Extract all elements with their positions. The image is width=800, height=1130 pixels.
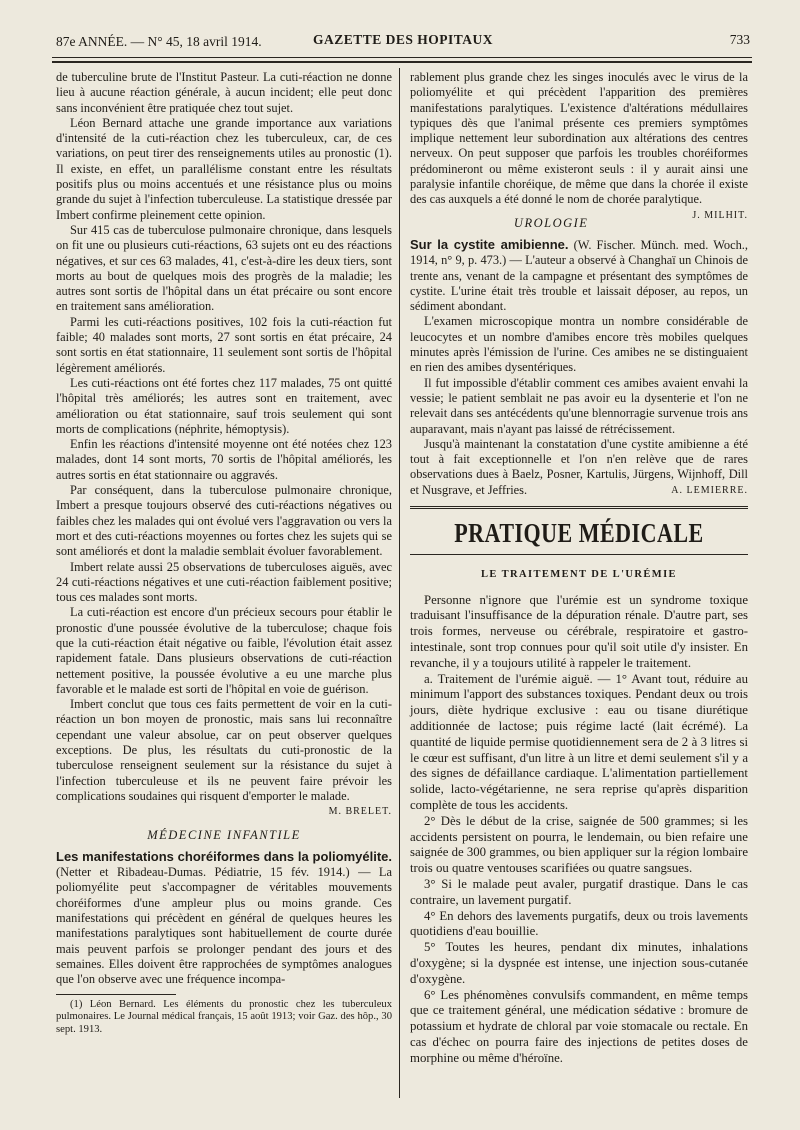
paragraph: Les cuti-réactions ont été fortes chez 117 malades, 75 ont quitté l'hôpital très améliorés; les autres sont en traitement, avec amélioration ou état stationnaire, sauf trois seulement qui sont morts de complications (néphrite, hémoptysis).: [56, 375, 392, 436]
paragraph: 4° En dehors des lavements purgatifs, deux ou trois lavements quotidiens d'eau bouillie.: [410, 908, 748, 939]
right-column: [410, 70, 748, 1067]
page-number: 733: [729, 32, 750, 47]
paragraph: a. Traitement de l'urémie aiguë. — 1° Avant tout, réduire au minimum l'apport des substances toxiques. Pendant deux ou trois jours, diète hydrique exclusive : eau ou tisane diurétique additionnée de lactose; puis régime lacté (lait écrémé). La quantité de liquide permise quotidiennement sera de 2 à 3 litres si le cœur est suffisant, d'un litre à un litre et demi seulement s'il y a des signes de défaillance cardiaque. L'alimentation partiellement solide, lacto-végétarienne, ne sera reprise qu'après disparition complète de tous les accidents.: [410, 671, 748, 812]
paragraph: Imbert relate aussi 25 observations de tuberculoses aiguës, avec 24 cuti-réactions négatives et une cuti-réaction faiblement positive; tous ces malades sont morts.: [56, 559, 392, 605]
paragraph: Parmi les cuti-réactions positives, 102 fois la cuti-réaction fut faible; 40 malades sont morts, 27 sont sortis en état précaire, 24 sont sortis en état stationnaire, 11 seulement sont sortis de l'hôpital légèrement améliorés.: [56, 314, 392, 375]
article-body: (Netter et Ribadeau-Dumas. Pédiatrie, 15 fév. 1914.) — La poliomyélite peut s'accompagner de véritables mouvements choréiformes d'une ampleur plus ou moins grande. Ces manifestations qui précèdent en général de quelques heures les manifestations paralytiques sont habituellement de courte durée mais peuvent parfois se prolonger pendant des jours et des semaines. Elles doivent être rapprochées de symptômes analogues que l'on observe avec une fréquence incompa-: [56, 865, 392, 987]
banner-heading: PRATIQUE MÉDICALE: [454, 516, 704, 549]
article-title: Sur la cystite amibienne.: [410, 236, 569, 252]
left-column: [56, 70, 392, 1036]
journal-title: GAZETTE DES HOPITAUX: [312, 32, 494, 47]
article-body: (W. Fischer. Münch. med. Woch., 1914, n° 9, p. 473.) — L'auteur a observé à Changhaï un Chinois de trente ans, venant de la campagne et présentant des symptômes de cystite. L'urine était très trouble et laissait déposer, au repos, un sédiment abondant.: [410, 237, 748, 314]
section-heading: UROLOGIE: [513, 215, 589, 230]
paragraph: Sur 415 cas de tuberculose pulmonaire chronique, dans lesquels on fit une ou plusieurs cuti-réactions, 63 sujets ont eu des réactions négatives, et sur ces 63 malades, 41, c'est-à-dire les deux tiers, sont morts au bout de quelques mois des progrès de la maladie; les autres sont sortis de l'hôpital dans un état précaire ou sont encore en traitement sans amélioration.: [56, 222, 392, 314]
page-header: [56, 32, 750, 54]
footnote-rule: [56, 994, 176, 995]
sub-heading: LE TRAITEMENT DE L'URÉMIE: [481, 569, 677, 581]
paragraph: 3° Si le malade peut avaler, purgatif drastique. Dans le cas contraire, un lavement purgatif.: [410, 876, 748, 907]
author-signature: A. LEMIERRE.: [671, 484, 748, 496]
footnote: (1) Léon Bernard. Les éléments du pronostic chez les tuberculeux pulmonaires. Le Journal médical français, 15 août 1913; voir Gaz. des hôp., 30 sept. 1913.: [56, 998, 392, 1035]
paragraph: 5° Toutes les heures, pendant dix minutes, inhalations d'oxygène; si la dyspnée est intense, une injection sous-cutanée d'oxygène.: [410, 940, 748, 986]
issue-info: 87e ANNÉE. — N° 45, 18 avril 1914.: [56, 34, 262, 49]
paragraph: La cuti-réaction est encore d'un précieux secours pour établir le pronostic d'une poussée évolutive de la tuberculose; chaque fois que la cuti-réaction était négative ou faible, l'évolution était assez rapidement fatale. Dans plusieurs observations de cuti-réaction nettement positive, la poussée évolutive a eu une marche plus favorable et le malade est sorti de l'hôpital en voie de guérison.: [56, 605, 392, 696]
author-signature: J. MILHIT.: [692, 209, 748, 221]
paragraph: [410, 70, 748, 221]
paragraph: L'examen microscopique montra un nombre considérable de leucocytes et un nombre d'amibes encore très mobiles quelques minutes après l'émission de l'urine. Ces amibes ne se distinguaient en rien des amibes dysentériques.: [410, 314, 748, 375]
paragraph: 2° Dès le début de la crise, saignée de 500 grammes; si les accidents persistent on pourra, le lendemain, ou bien refaire une saignée de 300 grammes, ou bien appliquer sur la région lombaire trois ou quatre ventouses scarifiées ou quatre sangsues.: [410, 813, 748, 876]
article: [410, 237, 748, 314]
paragraph: [410, 437, 748, 498]
banner-rule: [410, 554, 748, 555]
paragraph: de tuberculine brute de l'Institut Pasteur. La cuti-réaction ne donne lieu à aucune réaction générale, à aucun incident; elle peut donc sans inconvénient être pratiquée chez tout sujet.: [56, 70, 392, 115]
treatment-article: [410, 593, 748, 1067]
section-rule: [410, 506, 748, 509]
article-title: Les manifestations choréiformes dans la poliomyélite.: [56, 848, 392, 864]
paragraph: Par conséquent, dans la tuberculose pulmonaire chronique, Imbert a presque toujours observé des cuti-réactions négatives ou faibles chez les malades qui ont évolué vers l'aggravation ou vers la mort et des cuti-réactions moyennes ou fortes chez les sujets qui se sont améliorés et dont la maladie semblait évoluer favorablement.: [56, 483, 392, 559]
paragraph: Imbert conclut que tous ces faits permettent de voir en la cuti-réaction un bon moyen de pronostic, mais sans lui reconnaître cependant une valeur absolue, car on peut observer quelques exceptions. De plus, les résultats du cuti-pronostic de la tuberculose renseignent seulement sur la résistance du sujet à l'infection tuberculeuse et ils ne peuvent faire prévoir les complications soudaines qui risquent d'emporter le malade.: [56, 697, 392, 803]
paragraph: Il fut impossible d'établir comment ces amibes avaient envahi la vessie; le patient semblait ne pas avoir eu la dysenterie et l'on ne relevait dans ses antécédents qu'une blennorragie survenue trois ans auparavant, mais n'ayant pas laissé de rétrécissement.: [410, 375, 748, 436]
section-heading: MÉDECINE INFANTILE: [147, 827, 301, 842]
author-signature: M. BRELET.: [328, 806, 392, 818]
paragraph-text: Jusqu'à maintenant la constatation d'une cystite amibienne a été tout à fait exceptionnelle et l'on n'en relève que de rares observations dues à Baelz, Posner, Kartulis, Jürgens, Wijnhoff, Dill et Nusgrave, et Jeffries.: [410, 436, 748, 497]
article: [56, 849, 392, 988]
paragraph: Enfin les réactions d'intensité moyenne ont été notées chez 123 malades, dont 14 sont morts, 70 sortis de l'hôpital améliorés, les autres sortis en état stationnaire ou aggravés.: [56, 437, 392, 482]
paragraph-text: rablement plus grande chez les singes inoculés avec le virus de la poliomyélite et qui précèdent l'apparition des premières manifestations paralytiques. L'existence d'altérations médullaires typiques dès que l'animal présente ces premiers symptômes implique nettement leur subordination aux altérations des centres nerveux. On peut supposer que parfois les troubles choréiformes prédomineront ou même existeront seuls : il y aurait ainsi une paralysie infantile choréique, de même que dans la chorée il existe des cas auxquels a été donné le nom de chorée paralytique.: [410, 70, 748, 207]
paragraph: 6° Les phénomènes convulsifs commandent, en même temps que ce traitement général, une médication sédative : bromure de potassium et hydrate de chloral par voie stomacale ou rectale. En cas d'échec on pourra faire des injections de petites doses de morphine ou même d'héroïne.: [410, 987, 748, 1065]
header-rule: [52, 57, 752, 58]
paragraph: Léon Bernard attache une grande importance aux variations d'intensité de la cuti-réaction chez les tuberculeux, car, de ces variations, on peut tirer des renseignements utiles au pronostic (1). Il existe, en effet, un parallélisme constant entre les résultats positifs plus ou moins accentués et une résistance plus ou moins grande du sujet à l'infection tuberculeuse. La statistique dressée par Imbert confirme pleinement cette opinion.: [56, 115, 392, 222]
column-divider: [399, 68, 400, 1098]
paragraph: Personne n'ignore que l'urémie est un syndrome toxique traduisant l'insuffisance de la dépuration rénale. D'autre part, ses trois formes, nerveuse ou cérébrale, respiratoire et gastro-intestinale, sont trop connues pour qu'il soit utile d'y insister. En revanche, il y a toujours utilité à rappeler le traitement.: [410, 592, 748, 670]
header-rule-thick: [52, 61, 752, 63]
